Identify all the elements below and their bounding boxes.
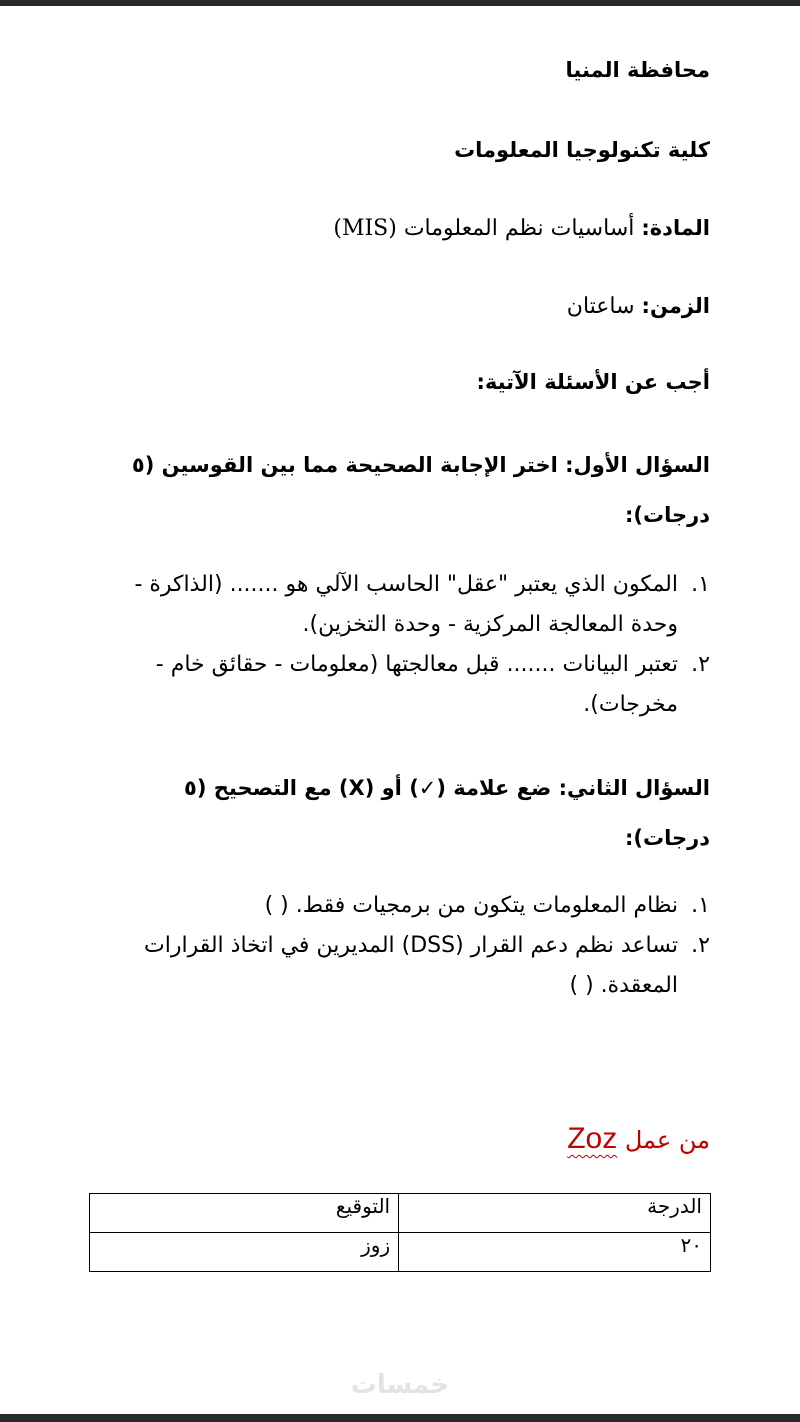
question2-list xyxy=(110,886,710,1006)
item-number: ١. xyxy=(691,893,710,918)
item-text: المكون الذي يعتبر "عقل" الحاسب الآلي هو ....... (الذاكرة - وحدة المعالجة المركزية - وحدة التخزين). xyxy=(134,572,678,637)
question1-title: السؤال الأول: اختر الإجابة الصحيحة مما بين القوسين (٥ درجات): xyxy=(131,453,710,527)
item-number: ١. xyxy=(691,572,710,597)
item-text: تساعد نظم دعم القرار (DSS) المديرين في اتخاذ القرارات المعقدة. ( ) xyxy=(144,933,678,998)
list-item xyxy=(110,645,710,725)
item-text: نظام المعلومات يتكون من برمجيات فقط. ( ) xyxy=(264,893,678,918)
subject-line xyxy=(333,216,710,241)
grade-table xyxy=(89,1193,711,1272)
item-number: ٢. xyxy=(691,933,710,958)
signature-value-cell: زوز xyxy=(90,1233,399,1272)
item-number: ٢. xyxy=(691,652,710,677)
time-line xyxy=(567,294,710,319)
author-prefix: من عمل xyxy=(624,1126,710,1154)
faculty-heading: كلية تكنولوجيا المعلومات xyxy=(454,138,710,162)
list-item xyxy=(110,926,710,1006)
list-item xyxy=(110,886,710,926)
table-row xyxy=(90,1233,711,1272)
subject-value: أساسيات نظم المعلومات (MIS) xyxy=(333,216,635,241)
table-header-row xyxy=(90,1194,711,1233)
governorate-heading: محافظة المنيا xyxy=(565,58,710,82)
time-value: ساعتان xyxy=(566,294,635,319)
list-item xyxy=(110,565,710,645)
bottom-bar xyxy=(0,1414,800,1422)
question1-list xyxy=(110,565,710,725)
author-credit xyxy=(567,1122,710,1156)
subject-label: المادة: xyxy=(641,216,710,240)
question2-title: السؤال الثاني: ضع علامة (✓) أو (X) مع التصحيح (٥ درجات): xyxy=(184,776,710,850)
top-bar xyxy=(0,0,800,6)
time-label: الزمن: xyxy=(641,294,710,318)
grade-header-cell: الدرجة xyxy=(399,1194,711,1233)
item-text: تعتبر البيانات ....... قبل معالجتها (معلومات - حقائق خام - مخرجات). xyxy=(155,652,678,717)
grade-value-cell: ٢٠ xyxy=(399,1233,711,1272)
watermark-logo: خمسات xyxy=(350,1370,450,1400)
instruction-text: أجب عن الأسئلة الآتية: xyxy=(476,370,710,394)
signature-header-cell: التوقيع xyxy=(90,1194,399,1233)
author-name: Zoz xyxy=(567,1122,618,1155)
